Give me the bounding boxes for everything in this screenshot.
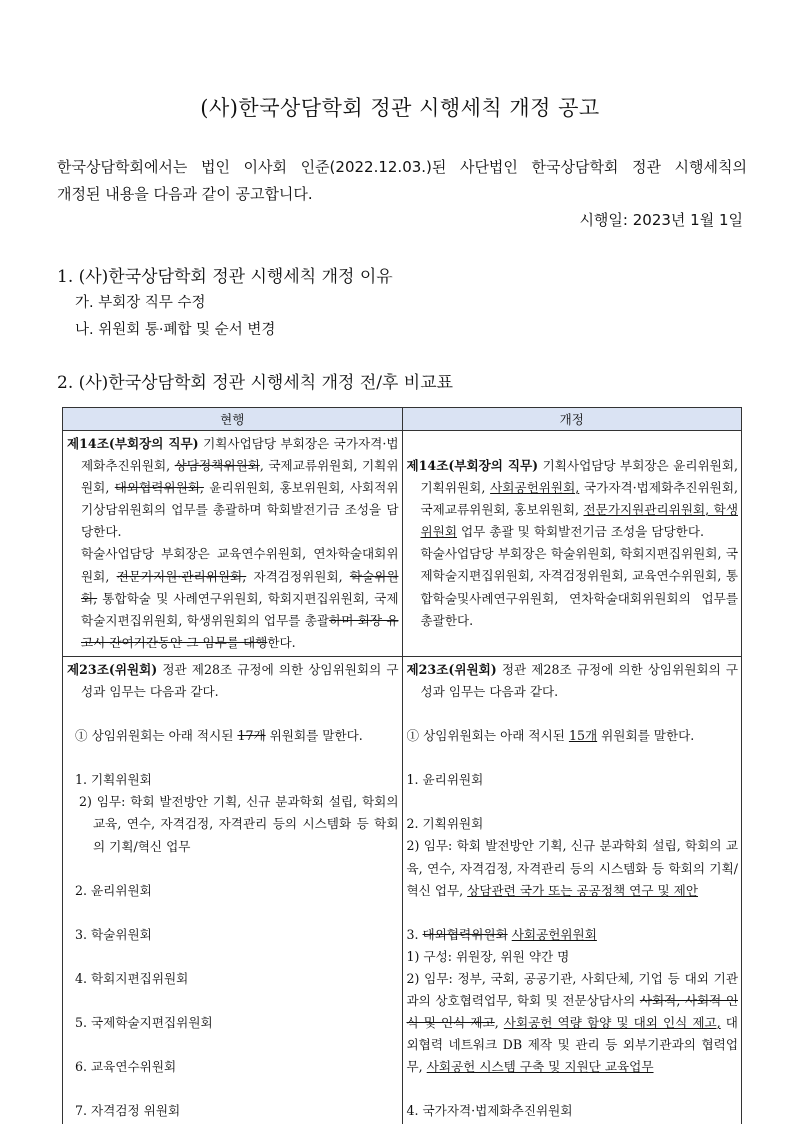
committee-item: 2. 윤리위원회 bbox=[75, 882, 152, 898]
spacer bbox=[407, 791, 739, 813]
added-text: 사회공헌위원회, bbox=[490, 480, 580, 496]
deleted-text: 하며 회장 유고시 잔여기간동안 그 임무를 대행 bbox=[81, 612, 399, 650]
article-title: 제14조(부회장의 직무) bbox=[67, 436, 199, 451]
article14-revised-para1 bbox=[407, 455, 739, 543]
text: 대외협력 네트워크 DB 제작 및 관리 등 외부기관과의 협력업무, bbox=[406, 1015, 738, 1075]
text: 윤리위원회, 홍보위원회, 사회적위기상담위원회의 업무를 총괄하며 학회발전기금 조성을 담당한다. bbox=[81, 480, 399, 540]
text: , 국제교류위원회, 기획위원회, bbox=[81, 458, 399, 496]
deleted-text: 전문가지원·관리위원회, bbox=[116, 568, 247, 584]
committee-item: 7. 자격검정 위원회 bbox=[75, 1103, 181, 1119]
section-2-heading: 2. (사)한국상담학회 정관 시행세칙 개정 전/후 비교표 bbox=[57, 373, 454, 393]
clause-1-revised bbox=[407, 725, 739, 747]
spacer bbox=[407, 1078, 739, 1100]
spacer bbox=[67, 946, 399, 968]
article14-current-para2 bbox=[67, 543, 399, 653]
deleted-text: 학술위원회, bbox=[81, 568, 399, 606]
committee-composition: 1) 구성: 위원장, 위원 약간 명 bbox=[406, 948, 570, 964]
spacer bbox=[67, 990, 399, 1012]
article14-current-para1 bbox=[67, 433, 399, 543]
table-row bbox=[63, 656, 742, 1124]
article14-revised-para2: 학술사업담당 부회장은 학술위원회, 학회지편집위원회, 국제학술지편집위원회, 자격검정위원회, 교육연수위원회, 통합학술및사례연구위원회, 연차학술대회위원회의 업무를 총괄한다. bbox=[420, 546, 738, 628]
article23-current-intro bbox=[67, 659, 399, 703]
text: ① 상임위원회는 아래 적시된 bbox=[406, 728, 569, 744]
text: 위원회를 말한다. bbox=[597, 728, 695, 744]
text: ① 상임위원회는 아래 적시된 bbox=[75, 728, 238, 744]
text: 업무 총괄 및 학회발전기금 조성을 담당한다. bbox=[457, 524, 705, 540]
row2-current-cell bbox=[63, 656, 403, 1124]
added-text: 사회공헌 역량 함양 및 대외 인식 제고, bbox=[503, 1015, 721, 1031]
article-title: 제23조(위원회) bbox=[67, 661, 158, 677]
committee-duty bbox=[407, 835, 739, 901]
spacer bbox=[407, 703, 739, 725]
committee-item: 4. 국가자격·법제화추진위원회 bbox=[406, 1103, 573, 1119]
text: 한다. bbox=[267, 634, 296, 650]
article-title: 제14조(부회장의 직무) bbox=[406, 458, 539, 473]
header-current: 현행 bbox=[63, 408, 403, 431]
spacer bbox=[67, 1078, 399, 1100]
added-text: 15개 bbox=[568, 728, 598, 744]
committee-item: 2. 기획위원회 bbox=[406, 816, 484, 832]
text: 국가자격·법제화추진위원회, 국제교류위원회, 홍보위원회, bbox=[420, 480, 738, 518]
table-header-row bbox=[63, 408, 742, 431]
committee-item: 4. 학회지편집위원회 bbox=[75, 970, 189, 986]
spacer bbox=[67, 703, 399, 725]
text: 2) 임무: 학회 발전방안 기획, 신규 분과학회 설립, 학회의 교육, 연수, 자격검정, 자격관리 등의 시스템화 등 학회의 기획/혁신 업무, bbox=[406, 838, 738, 898]
deleted-text: 대외협력위원회, bbox=[114, 480, 204, 496]
added-text: 전문가지원관리위원회, 학생위원회 bbox=[420, 502, 738, 540]
committee-item: 5. 국제학술지편집위원회 bbox=[75, 1014, 213, 1030]
text: 2) 임무: 정부, 국회, 공공기관, 사회단체, 기업 등 대외 기관과의 상호협력업무, 학회 및 전문상담사의 bbox=[406, 970, 738, 1008]
committee-item bbox=[407, 924, 739, 946]
deleted-text: 사회적, 사회적 인식 및 인식 제고 bbox=[406, 992, 738, 1031]
intro-paragraph bbox=[57, 154, 747, 208]
committee-duty: 2) 임무: 학회 발전방안 기획, 신규 분과학회 설립, 학회의 교육, 연수, 자격검정, 자격관리 등의 시스템화 등 학회의 기획/혁신 업무 bbox=[79, 794, 399, 854]
added-text: 상담관련 국가 또는 공공정책 연구 및 제안 bbox=[467, 882, 699, 898]
spacer bbox=[407, 747, 739, 769]
row1-current-cell bbox=[63, 431, 403, 657]
spacer bbox=[67, 1034, 399, 1056]
article23-revised-intro bbox=[407, 659, 739, 703]
intro-line-2: 개정된 내용을 다음과 같이 공고합니다. bbox=[57, 185, 313, 203]
article-title: 제23조(위원회) bbox=[406, 661, 497, 677]
committee-item: 1. 윤리위원회 bbox=[406, 772, 484, 788]
text: , bbox=[494, 1015, 504, 1031]
reason-item-1: 가. 부회장 직무 수정 bbox=[75, 295, 206, 311]
committee-duty bbox=[407, 968, 739, 1078]
deleted-text: 상담정책위원회 bbox=[174, 458, 260, 474]
table-row bbox=[63, 431, 742, 657]
spacer bbox=[67, 902, 399, 924]
added-text: 사회공헌위원회 bbox=[511, 926, 597, 942]
committee-item: 1. 기획위원회 bbox=[75, 772, 152, 788]
added-text: 사회공헌 시스템 구축 및 지원단 교육업무 bbox=[426, 1059, 654, 1075]
text: 위원회를 말한다. bbox=[265, 728, 363, 744]
page-title: (사)한국상담학회 정관 시행세칙 개정 공고 bbox=[200, 96, 600, 120]
text: 학술사업담당 부회장은 교육연수위원회, 연차학술대회위원회, bbox=[81, 546, 399, 584]
text: 기획사업담당 부회장은 국가자격·법제화추진위원회, bbox=[81, 436, 399, 474]
text: 자격검정위원회, bbox=[246, 568, 350, 584]
header-revised: 개정 bbox=[402, 408, 742, 431]
text: 정관 제28조 규정에 의한 상임위원회의 구성과 임무는 다음과 같다. bbox=[81, 661, 399, 700]
spacer bbox=[407, 433, 739, 455]
committee-item: 3. 학술위원회 bbox=[75, 926, 152, 942]
spacer bbox=[67, 858, 399, 880]
text: 기획사업담당 부회장은 윤리위원회, 기획위원회, bbox=[420, 458, 739, 496]
row2-revised-cell bbox=[402, 656, 742, 1124]
clause-1-current bbox=[67, 725, 399, 747]
effective-date: 시행일: 2023년 1월 1일 bbox=[579, 211, 743, 229]
section-1-heading: 1. (사)한국상담학회 정관 시행세칙 개정 이유 bbox=[57, 267, 393, 287]
text: 정관 제28조 규정에 의한 상임위원회의 구성과 임무는 다음과 같다. bbox=[420, 661, 738, 700]
deleted-text: 17개 bbox=[237, 728, 266, 744]
text: 통합학술 및 사례연구위원회, 학회지편집위원회, 국제학술지편집위원회, 학생위원회의 업무를 총괄 bbox=[81, 590, 399, 628]
row1-revised-cell bbox=[402, 431, 742, 657]
deleted-text: 대외협력위원회 bbox=[422, 926, 508, 942]
committee-item: 6. 교육연수위원회 bbox=[75, 1058, 177, 1074]
spacer bbox=[407, 902, 739, 924]
spacer bbox=[67, 747, 399, 769]
reason-item-2: 나. 위원회 통·폐합 및 순서 변경 bbox=[75, 322, 276, 338]
comparison-table bbox=[62, 407, 742, 1124]
text: 3. bbox=[406, 926, 423, 942]
intro-line-1: 한국상담학회에서는 법인 이사회 인준(2022.12.03.)된 사단법인 한국상담학회 정관 시행세칙의 bbox=[57, 158, 747, 176]
